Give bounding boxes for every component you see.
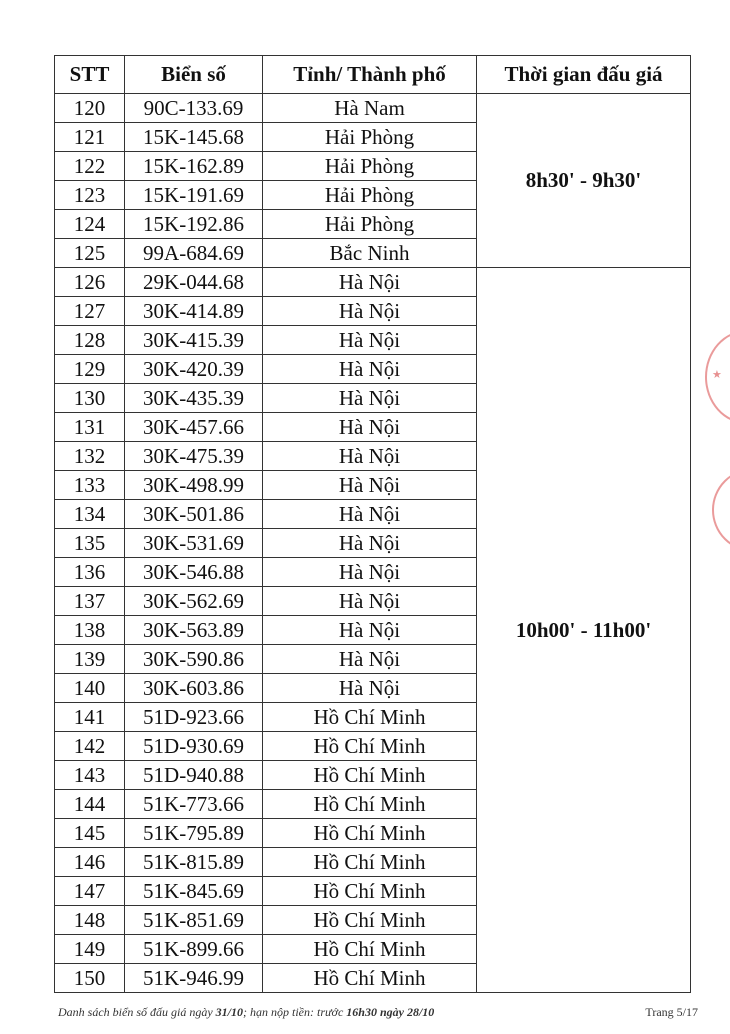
cell-stt: 144 <box>55 790 125 819</box>
page-number: Trang 5/17 <box>645 1005 698 1019</box>
cell-stt: 135 <box>55 529 125 558</box>
license-plate-table <box>54 55 691 993</box>
stamp-mark-lower <box>712 468 730 552</box>
cell-stt: 121 <box>55 123 125 152</box>
cell-plate: 30K-475.39 <box>125 442 263 471</box>
cell-plate: 99A-684.69 <box>125 239 263 268</box>
cell-stt: 141 <box>55 703 125 732</box>
cell-plate: 51K-795.89 <box>125 819 263 848</box>
cell-province: Hồ Chí Minh <box>263 732 477 761</box>
cell-plate: 30K-590.86 <box>125 645 263 674</box>
cell-plate: 15K-191.69 <box>125 181 263 210</box>
cell-province: Hà Nội <box>263 384 477 413</box>
footer-note: Danh sách biển số đấu giá ngày 31/10; hạn nộp tiền: trước 16h30 ngày 28/10 <box>58 1005 435 1019</box>
cell-plate: 15K-162.89 <box>125 152 263 181</box>
cell-plate: 51K-851.69 <box>125 906 263 935</box>
stamp-star-icon: ★ <box>712 369 722 381</box>
cell-stt: 149 <box>55 935 125 964</box>
cell-stt: 138 <box>55 616 125 645</box>
cell-auction-time: 8h30' - 9h30' <box>477 94 691 268</box>
table-header-row <box>55 56 691 94</box>
cell-province: Hải Phòng <box>263 123 477 152</box>
cell-province: Hải Phòng <box>263 181 477 210</box>
cell-plate: 30K-501.86 <box>125 500 263 529</box>
cell-province: Hồ Chí Minh <box>263 935 477 964</box>
cell-province: Hồ Chí Minh <box>263 848 477 877</box>
header-auction-time: Thời gian đấu giá <box>477 56 691 94</box>
cell-province: Hà Nội <box>263 297 477 326</box>
cell-province: Hà Nội <box>263 326 477 355</box>
cell-province: Hà Nội <box>263 500 477 529</box>
cell-plate: 30K-414.89 <box>125 297 263 326</box>
cell-province: Hà Nội <box>263 413 477 442</box>
cell-plate: 51K-899.66 <box>125 935 263 964</box>
cell-province: Bắc Ninh <box>263 239 477 268</box>
cell-stt: 133 <box>55 471 125 500</box>
cell-plate: 51D-923.66 <box>125 703 263 732</box>
cell-province: Hà Nội <box>263 268 477 297</box>
cell-plate: 30K-415.39 <box>125 326 263 355</box>
cell-province: Hà Nội <box>263 587 477 616</box>
cell-plate: 51K-845.69 <box>125 877 263 906</box>
cell-province: Hồ Chí Minh <box>263 819 477 848</box>
cell-stt: 134 <box>55 500 125 529</box>
cell-plate: 29K-044.68 <box>125 268 263 297</box>
cell-plate: 30K-498.99 <box>125 471 263 500</box>
cell-plate: 30K-562.69 <box>125 587 263 616</box>
cell-plate: 15K-145.68 <box>125 123 263 152</box>
cell-plate: 51D-930.69 <box>125 732 263 761</box>
cell-stt: 132 <box>55 442 125 471</box>
cell-plate: 51K-773.66 <box>125 790 263 819</box>
cell-stt: 148 <box>55 906 125 935</box>
cell-stt: 145 <box>55 819 125 848</box>
cell-province: Hà Nội <box>263 529 477 558</box>
cell-plate: 15K-192.86 <box>125 210 263 239</box>
cell-province: Hồ Chí Minh <box>263 703 477 732</box>
cell-plate: 30K-435.39 <box>125 384 263 413</box>
cell-province: Hồ Chí Minh <box>263 761 477 790</box>
cell-stt: 125 <box>55 239 125 268</box>
cell-stt: 146 <box>55 848 125 877</box>
cell-province: Hồ Chí Minh <box>263 964 477 993</box>
cell-province: Hồ Chí Minh <box>263 906 477 935</box>
cell-stt: 130 <box>55 384 125 413</box>
cell-stt: 127 <box>55 297 125 326</box>
cell-plate: 30K-563.89 <box>125 616 263 645</box>
header-stt: STT <box>55 56 125 94</box>
cell-plate: 51D-940.88 <box>125 761 263 790</box>
cell-stt: 122 <box>55 152 125 181</box>
cell-province: Hải Phòng <box>263 152 477 181</box>
cell-province: Hồ Chí Minh <box>263 877 477 906</box>
cell-province: Hà Nam <box>263 94 477 123</box>
cell-stt: 139 <box>55 645 125 674</box>
cell-stt: 136 <box>55 558 125 587</box>
cell-province: Hồ Chí Minh <box>263 790 477 819</box>
table-row <box>55 268 691 297</box>
cell-plate: 30K-457.66 <box>125 413 263 442</box>
table-row <box>55 94 691 123</box>
cell-province: Hà Nội <box>263 616 477 645</box>
cell-stt: 131 <box>55 413 125 442</box>
cell-plate: 51K-815.89 <box>125 848 263 877</box>
cell-auction-time: 10h00' - 11h00' <box>477 268 691 993</box>
cell-plate: 30K-531.69 <box>125 529 263 558</box>
footer-deadline: 16h30 ngày 28/10 <box>346 1005 435 1019</box>
cell-province: Hải Phòng <box>263 210 477 239</box>
cell-province: Hà Nội <box>263 674 477 703</box>
cell-stt: 126 <box>55 268 125 297</box>
cell-plate: 51K-946.99 <box>125 964 263 993</box>
cell-stt: 142 <box>55 732 125 761</box>
cell-stt: 129 <box>55 355 125 384</box>
cell-stt: 137 <box>55 587 125 616</box>
cell-stt: 150 <box>55 964 125 993</box>
cell-stt: 143 <box>55 761 125 790</box>
header-plate: Biển số <box>125 56 263 94</box>
cell-plate: 30K-546.88 <box>125 558 263 587</box>
cell-stt: 140 <box>55 674 125 703</box>
cell-stt: 120 <box>55 94 125 123</box>
cell-stt: 123 <box>55 181 125 210</box>
cell-plate: 30K-420.39 <box>125 355 263 384</box>
cell-plate: 30K-603.86 <box>125 674 263 703</box>
cell-stt: 128 <box>55 326 125 355</box>
cell-stt: 124 <box>55 210 125 239</box>
cell-plate: 90C-133.69 <box>125 94 263 123</box>
cell-province: Hà Nội <box>263 558 477 587</box>
cell-province: Hà Nội <box>263 471 477 500</box>
table-body <box>55 94 691 993</box>
cell-province: Hà Nội <box>263 645 477 674</box>
footer-auction-date: 31/10 <box>215 1005 243 1019</box>
header-province: Tỉnh/ Thành phố <box>263 56 477 94</box>
cell-province: Hà Nội <box>263 442 477 471</box>
cell-stt: 147 <box>55 877 125 906</box>
cell-province: Hà Nội <box>263 355 477 384</box>
